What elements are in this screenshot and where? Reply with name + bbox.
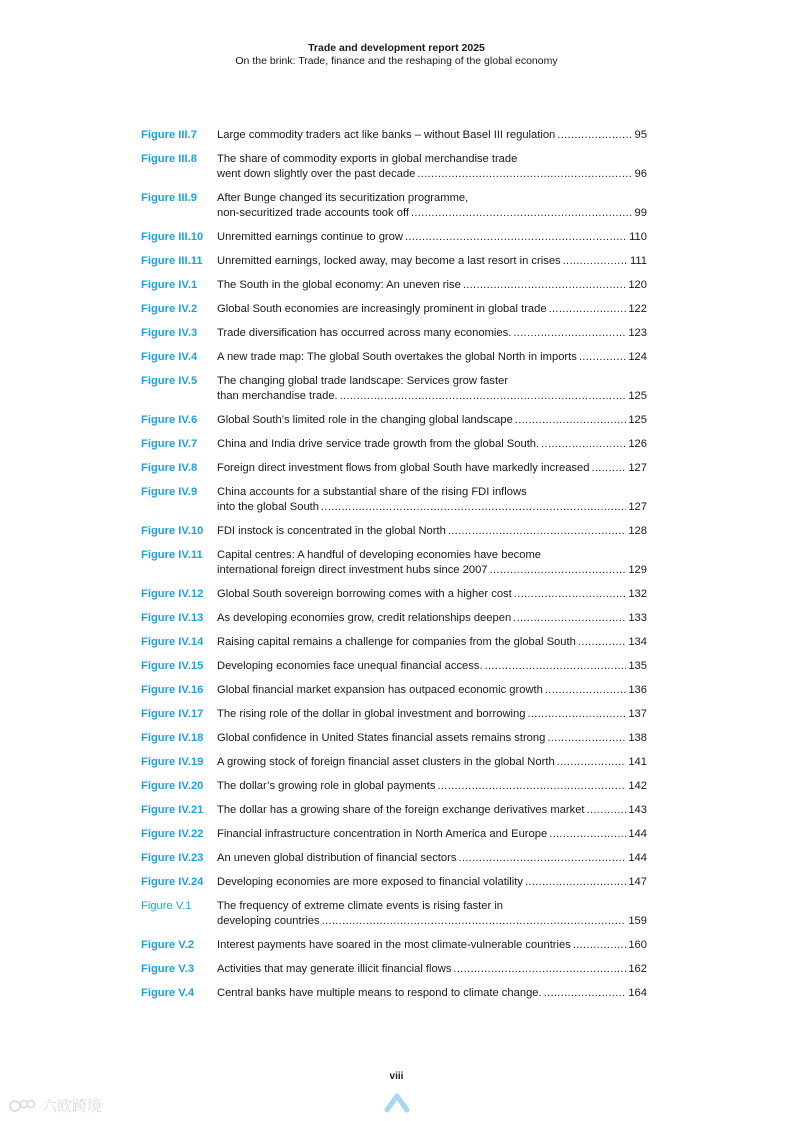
caption-text: Raising capital remains a challenge for companies from the global South [217,636,576,648]
caption-line [217,326,647,341]
caption-line [217,707,647,722]
figure-caption [217,635,647,650]
figure-caption [217,191,647,221]
figure-label: Figure IV.7 [141,438,198,450]
chevron-up-icon[interactable] [384,1090,410,1114]
figure-label: Figure IV.22 [141,828,204,840]
caption-text: Central banks have multiple means to respond to climate change. [217,987,542,999]
figure-entry[interactable] [141,230,647,245]
figure-caption [217,254,647,269]
figure-caption [217,683,647,698]
page-ref: 141 [628,756,647,768]
figure-caption [217,962,647,977]
caption-text: Unremitted earnings, locked away, may become a last resort in crises [217,255,561,267]
figure-entry[interactable] [141,962,647,977]
figure-label: Figure IV.2 [141,303,198,315]
dot-leader [458,851,626,866]
dot-leader [544,986,627,1001]
caption-text: Activities that may generate illicit financial flows [217,963,452,975]
caption-line [217,683,647,698]
caption-line [217,827,647,842]
caption-text: An uneven global distribution of financial sectors [217,852,457,864]
figure-caption [217,731,647,746]
caption-text: The frequency of extreme climate events is rising faster in [217,900,504,912]
figure-caption [217,374,647,404]
figure-caption [217,152,647,182]
figure-label: Figure IV.15 [141,660,204,672]
caption-text: Trade diversification has occurred across many economies. [217,327,512,339]
dot-leader [453,962,626,977]
dot-leader [513,326,626,341]
figure-label: Figure III.9 [141,192,197,204]
figure-entry[interactable] [141,938,647,953]
page-ref: 110 [629,231,647,243]
caption-text: international foreign direct investment hubs since 2007 [217,564,488,576]
figure-label: Figure IV.20 [141,780,204,792]
caption-text: went down slightly over the past decade [217,168,416,180]
figure-label: Figure IV.6 [141,414,198,426]
watermark [8,1095,102,1116]
dot-leader [405,230,627,245]
dot-leader [490,563,627,578]
figure-caption [217,851,647,866]
caption-line [217,755,647,770]
dot-leader [563,254,628,269]
figure-label: Figure IV.10 [141,525,204,537]
dot-leader [437,779,626,794]
caption-line [217,152,647,167]
page-ref: 137 [628,708,647,720]
dot-leader [448,524,626,539]
dot-leader [340,389,627,404]
figure-entry[interactable] [141,548,647,578]
figure-caption [217,230,647,245]
dot-leader [321,500,626,515]
page-ref: 142 [628,780,647,792]
report-title: Trade and development report 2025 [308,42,485,54]
caption-line [217,278,647,293]
page-ref: 96 [634,168,647,180]
figure-label: Figure IV.8 [141,462,198,474]
figure-entry[interactable] [141,683,647,698]
dot-leader [322,914,627,929]
figure-caption [217,437,647,452]
page-ref: 143 [628,804,647,816]
page-ref: 144 [628,852,647,864]
figure-entry[interactable] [141,611,647,626]
figure-label: Figure III.11 [141,255,203,267]
caption-line [217,485,647,500]
figure-entry[interactable] [141,899,647,929]
caption-text: Global financial market expansion has outpaced economic growth [217,684,543,696]
caption-line [217,413,647,428]
page-ref: 138 [628,732,647,744]
caption-line [217,374,647,389]
caption-text: Unremitted earnings continue to grow [217,231,403,243]
caption-line [217,563,647,578]
figure-entry[interactable] [141,191,647,221]
figure-entry[interactable] [141,827,647,842]
page-ref: 124 [628,351,647,363]
caption-line [217,500,647,515]
caption-line [217,779,647,794]
page-ref: 132 [628,588,647,600]
caption-text: The dollar has a growing share of the foreign exchange derivatives market [217,804,585,816]
caption-line [217,191,647,206]
figure-entry[interactable] [141,731,647,746]
figure-caption [217,707,647,722]
dot-leader [515,413,626,428]
figure-label: Figure V.1 [141,900,192,912]
watermark-text: 六欧跨境 [42,1098,103,1115]
caption-text: As developing economies grow, credit relationships deepen [217,612,512,624]
figure-label: Figure IV.21 [141,804,204,816]
page-ref: 160 [628,939,647,951]
figure-caption [217,938,647,953]
page-ref: 128 [628,525,647,537]
figure-entry[interactable] [141,254,647,269]
figure-label: Figure IV.11 [141,549,203,561]
figure-caption [217,803,647,818]
dot-leader [587,803,627,818]
caption-text: China accounts for a substantial share of the rising FDI inflows [217,486,527,498]
caption-text: Global South’s limited role in the changing global landscape [217,414,513,426]
figure-label: Figure IV.4 [141,351,198,363]
caption-line [217,731,647,746]
caption-text: Interest payments have soared in the most climate-vulnerable countries [217,939,571,951]
caption-text: Global South economies are increasingly prominent in global trade [217,303,547,315]
watermark-logo-icon [8,1097,38,1115]
caption-text: Large commodity traders act like banks – without Basel III regulation [217,129,556,141]
figure-entry[interactable] [141,374,647,404]
page-ref: 144 [628,828,647,840]
page-ref: 159 [628,915,647,927]
page-ref: 134 [628,636,647,648]
caption-text: than merchandise trade. [217,390,338,402]
caption-line [217,803,647,818]
caption-line [217,986,647,1001]
caption-line [217,851,647,866]
figure-caption [217,485,647,515]
page-ref: 125 [628,390,647,402]
dot-leader [525,875,626,890]
dot-leader [578,635,627,650]
caption-text: non-securitized trade accounts took off [217,207,409,219]
caption-text: The rising role of the dollar in global investment and borrowing [217,708,526,720]
page-ref: 123 [628,327,647,339]
dot-leader [514,587,627,602]
page-ref: 99 [634,207,647,219]
page-ref: 120 [628,279,647,291]
caption-text: Developing economies face unequal financial access. [217,660,483,672]
dot-leader [527,707,626,722]
figure-caption [217,659,647,674]
caption-line [217,254,647,269]
dot-leader [411,206,633,221]
figure-entry[interactable] [141,437,647,452]
figure-caption [217,611,647,626]
dot-leader [485,659,627,674]
caption-line [217,167,647,182]
figure-caption [217,461,647,476]
figure-label: Figure IV.24 [141,876,204,888]
page-ref: 129 [628,564,647,576]
report-subtitle: On the brink: Trade, finance and the reshaping of the global economy [235,55,558,67]
figure-label: Figure IV.5 [141,375,198,387]
figure-caption [217,779,647,794]
figure-caption [217,350,647,365]
caption-text: The changing global trade landscape: Services grow faster [217,375,509,387]
page-ref: 147 [628,876,647,888]
page-ref: 122 [628,303,647,315]
page-number: viii [389,1071,404,1082]
figure-entry[interactable] [141,152,647,182]
page-ref: 162 [628,963,647,975]
figure-entry[interactable] [141,755,647,770]
caption-text: Capital centres: A handful of developing economies have become [217,549,542,561]
figure-label: Figure III.8 [141,153,197,165]
caption-line [217,914,647,929]
caption-text: Developing economies are more exposed to financial volatility [217,876,523,888]
figure-label: Figure IV.12 [141,588,204,600]
page-ref: 127 [628,501,647,513]
figure-caption [217,986,647,1001]
figure-entry[interactable] [141,413,647,428]
caption-line [217,350,647,365]
figure-label: Figure V.4 [141,987,195,999]
figure-entry[interactable] [141,779,647,794]
page-ref: 133 [628,612,647,624]
caption-text: FDI instock is concentrated in the global North [217,525,446,537]
figure-label: Figure IV.19 [141,756,204,768]
figure-entry[interactable] [141,635,647,650]
figure-label: Figure IV.17 [141,708,204,720]
caption-line [217,461,647,476]
caption-text: After Bunge changed its securitization programme, [217,192,469,204]
figure-entry[interactable] [141,803,647,818]
figure-label: Figure III.7 [141,129,197,141]
caption-line [217,635,647,650]
figure-entry[interactable] [141,278,647,293]
dot-leader [549,302,627,317]
caption-text: developing countries [217,915,320,927]
page-ref: 126 [628,438,647,450]
figure-label: Figure IV.9 [141,486,198,498]
page-ref: 111 [629,255,647,267]
caption-text: Global confidence in United States financial assets remains strong [217,732,546,744]
figure-caption [217,524,647,539]
caption-line [217,659,647,674]
figure-caption [217,326,647,341]
page-ref: 136 [628,684,647,696]
caption-text: The share of commodity exports in global merchandise trade [217,153,518,165]
caption-line [217,230,647,245]
dot-leader [557,755,627,770]
page-ref: 127 [628,462,647,474]
caption-line [217,938,647,953]
figure-label: Figure IV.16 [141,684,204,696]
figure-label: Figure IV.3 [141,327,198,339]
figure-label: Figure V.3 [141,963,195,975]
figure-caption [217,278,647,293]
figure-label: Figure IV.18 [141,732,204,744]
caption-text: Financial infrastructure concentration in North America and Europe [217,828,548,840]
caption-line [217,389,647,404]
figure-label: Figure IV.13 [141,612,204,624]
figure-caption [217,302,647,317]
figure-caption [217,755,647,770]
figure-entry[interactable] [141,485,647,515]
caption-line [217,587,647,602]
caption-line [217,875,647,890]
figure-entry[interactable] [141,524,647,539]
figure-caption [217,128,647,143]
figure-caption [217,827,647,842]
dot-leader [591,461,626,476]
dot-leader [545,683,626,698]
caption-line [217,611,647,626]
figure-entry[interactable] [141,461,647,476]
caption-line [217,437,647,452]
figure-caption [217,413,647,428]
caption-text: Foreign direct investment flows from global South have markedly increased [217,462,590,474]
dot-leader [463,278,627,293]
caption-text: The South in the global economy: An uneven rise [217,279,461,291]
dot-leader [417,167,632,182]
caption-line [217,206,647,221]
dot-leader [579,350,626,365]
page-ref: 125 [628,414,647,426]
dot-leader [541,437,626,452]
figure-caption [217,587,647,602]
page-ref: 164 [628,987,647,999]
figure-entry[interactable] [141,851,647,866]
caption-line [217,962,647,977]
figure-entry[interactable] [141,326,647,341]
dot-leader [549,827,626,842]
figure-caption [217,548,647,578]
figure-entry[interactable] [141,659,647,674]
dot-leader [573,938,627,953]
caption-line [217,302,647,317]
figure-entry[interactable] [141,350,647,365]
figure-label: Figure III.10 [141,231,204,243]
figure-entry[interactable] [141,302,647,317]
figure-caption [217,875,647,890]
list-of-figures [141,128,647,1010]
figure-entry[interactable] [141,875,647,890]
dot-leader [513,611,626,626]
figure-label: Figure IV.23 [141,852,204,864]
caption-text: Global South sovereign borrowing comes with a higher cost [217,588,512,600]
figure-entry[interactable] [141,587,647,602]
figure-label: Figure IV.14 [141,636,204,648]
figure-label: Figure V.2 [141,939,195,951]
figure-entry[interactable] [141,986,647,1001]
page-ref: 95 [634,129,647,141]
figure-entry[interactable] [141,707,647,722]
caption-line [217,899,647,914]
page-ref: 135 [628,660,647,672]
caption-text: China and India drive service trade growth from the global South. [217,438,540,450]
figure-entry[interactable] [141,128,647,143]
caption-line [217,128,647,143]
caption-line [217,548,647,563]
figure-label: Figure IV.1 [141,279,198,291]
dot-leader [557,128,632,143]
dot-leader [547,731,626,746]
caption-text: A growing stock of foreign financial asset clusters in the global North [217,756,555,768]
figure-caption [217,899,647,929]
caption-text: A new trade map: The global South overtakes the global North in imports [217,351,577,363]
caption-text: The dollar’s growing role in global payments [217,780,436,792]
page-header [0,42,793,68]
caption-text: into the global South [217,501,320,513]
caption-line [217,524,647,539]
